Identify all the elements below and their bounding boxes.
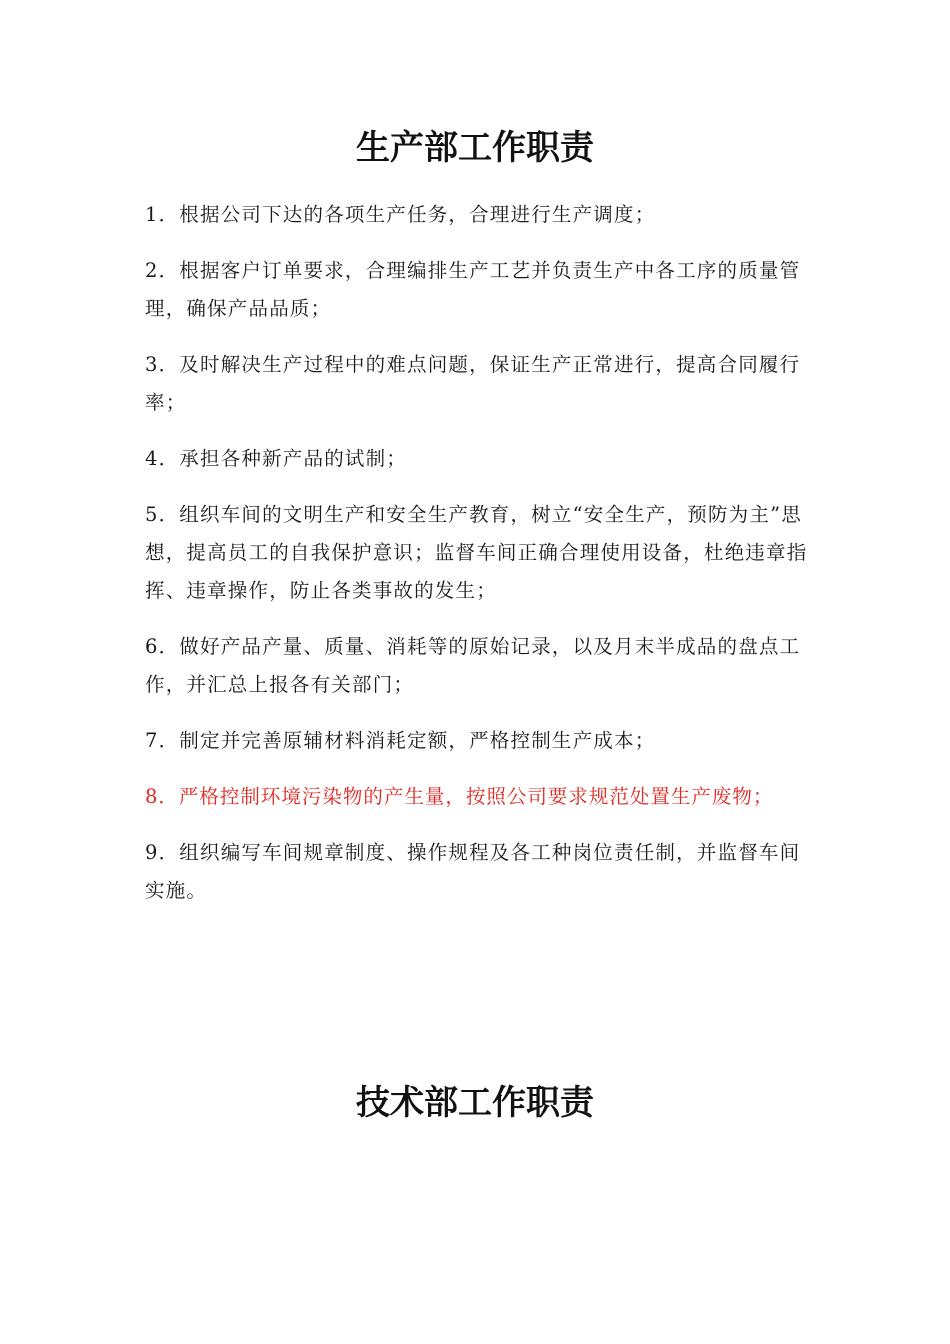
duty-item-9: 9．组织编写车间规章制度、操作规程及各工种岗位责任制，并监督车间实施。 bbox=[145, 841, 801, 902]
duty-list bbox=[145, 196, 815, 928]
duty-item-2: 2．根据客户订单要求，合理编排生产工艺并负责生产中各工序的质量管理，确保产品品质； bbox=[145, 259, 801, 320]
duty-item-8-highlighted: 8．严格控制环境污染物的产生量，按照公司要求规范处置生产废物； bbox=[145, 785, 774, 808]
duty-item-4: 4．承担各种新产品的试制； bbox=[145, 447, 408, 470]
duty-item-7: 7．制定并完善原辅材料消耗定额，严格控制生产成本； bbox=[145, 729, 656, 752]
duty-item-5: 5．组织车间的文明生产和安全生产教育，树立“安全生产，预防为主”思想，提高员工的自我保护意识；监督车间正确合理使用设备，杜绝违章指挥、违章操作，防止各类事故的发生； bbox=[145, 503, 808, 602]
section-title-technical: 技术部工作职责 bbox=[356, 1083, 594, 1123]
duty-item-1: 1．根据公司下达的各项生产任务，合理进行生产调度； bbox=[145, 203, 656, 226]
duty-item-3: 3．及时解决生产过程中的难点问题，保证生产正常进行，提高合同履行率； bbox=[145, 353, 801, 414]
section-title-production: 生产部工作职责 bbox=[356, 128, 594, 168]
duty-item-6: 6．做好产品产量、质量、消耗等的原始记录，以及月末半成品的盘点工作，并汇总上报各有关部门； bbox=[145, 635, 801, 696]
